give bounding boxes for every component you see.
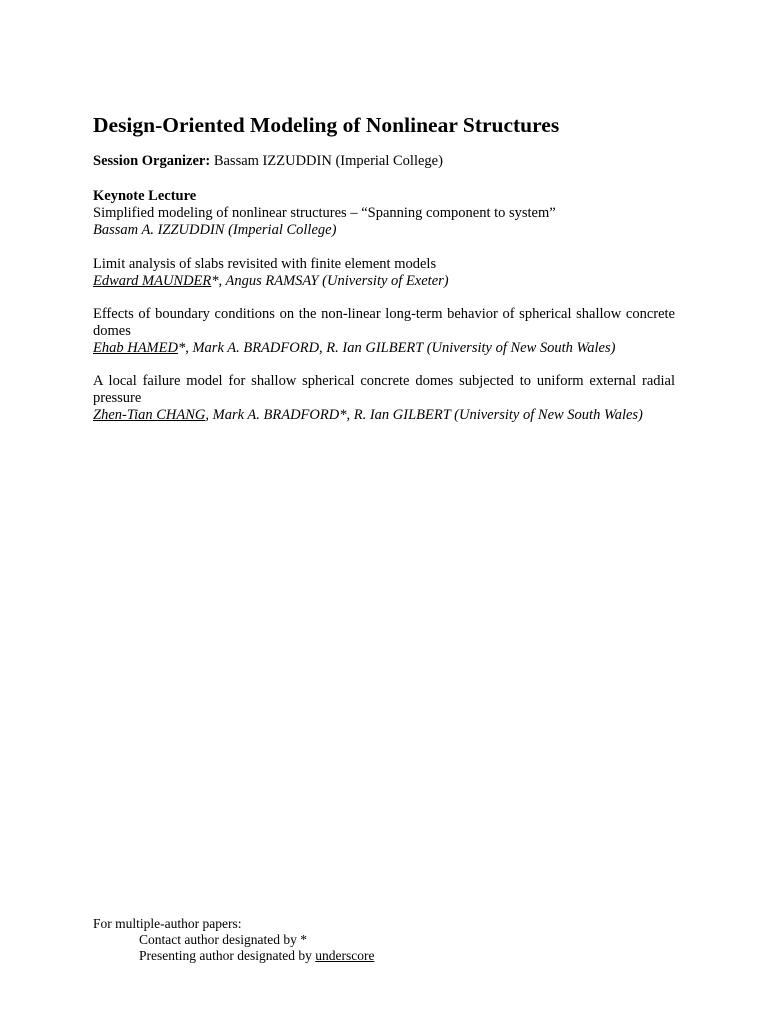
- paper-title: Limit analysis of slabs revisited with finite element models: [93, 256, 437, 272]
- paper-entry: [93, 306, 675, 357]
- presenting-author: Zhen-Tian CHANG: [93, 407, 206, 423]
- paper-title: A local failure model for shallow spherical concrete domes subjected to uniform external radial pressure: [93, 373, 675, 406]
- keynote-lecture: [93, 188, 675, 239]
- session-title: Design-Oriented Modeling of Nonlinear Structures: [93, 113, 560, 137]
- other-authors: , Mark A. BRADFORD*, R. Ian GILBERT (University of New South Wales): [205, 407, 643, 423]
- paper-entry: [93, 256, 675, 290]
- presenting-note-text: Presenting author designated by: [139, 948, 316, 963]
- paper-authors: [93, 407, 675, 424]
- keynote-title: Simplified modeling of nonlinear structures – “Spanning component to system”: [93, 205, 556, 221]
- organizer-name: Bassam IZZUDDIN (Imperial College): [213, 153, 443, 169]
- paper-title: Effects of boundary conditions on the non-linear long-term behavior of spherical shallow concrete domes: [93, 306, 675, 339]
- underscore-word: underscore: [315, 948, 375, 963]
- other-authors: *, Angus RAMSAY (University of Exeter): [211, 273, 449, 289]
- presenting-author-note: [93, 948, 675, 964]
- keynote-heading: Keynote Lecture: [93, 188, 197, 204]
- paper-authors: [93, 340, 675, 357]
- presenting-author: Edward MAUNDER: [93, 273, 212, 289]
- organizer-label: Session Organizer:: [93, 153, 211, 169]
- paper-authors: [93, 273, 675, 290]
- authorship-notes: [93, 916, 675, 964]
- paper-entry: [93, 373, 675, 424]
- session-organizer: [93, 153, 675, 170]
- footer-intro: For multiple-author papers:: [93, 916, 242, 931]
- presenting-author: Ehab HAMED: [93, 340, 178, 356]
- contact-author-note: Contact author designated by *: [139, 932, 307, 947]
- other-authors: *, Mark A. BRADFORD, R. Ian GILBERT (University of New South Wales): [177, 340, 616, 356]
- keynote-authors: Bassam A. IZZUDDIN (Imperial College): [93, 222, 337, 238]
